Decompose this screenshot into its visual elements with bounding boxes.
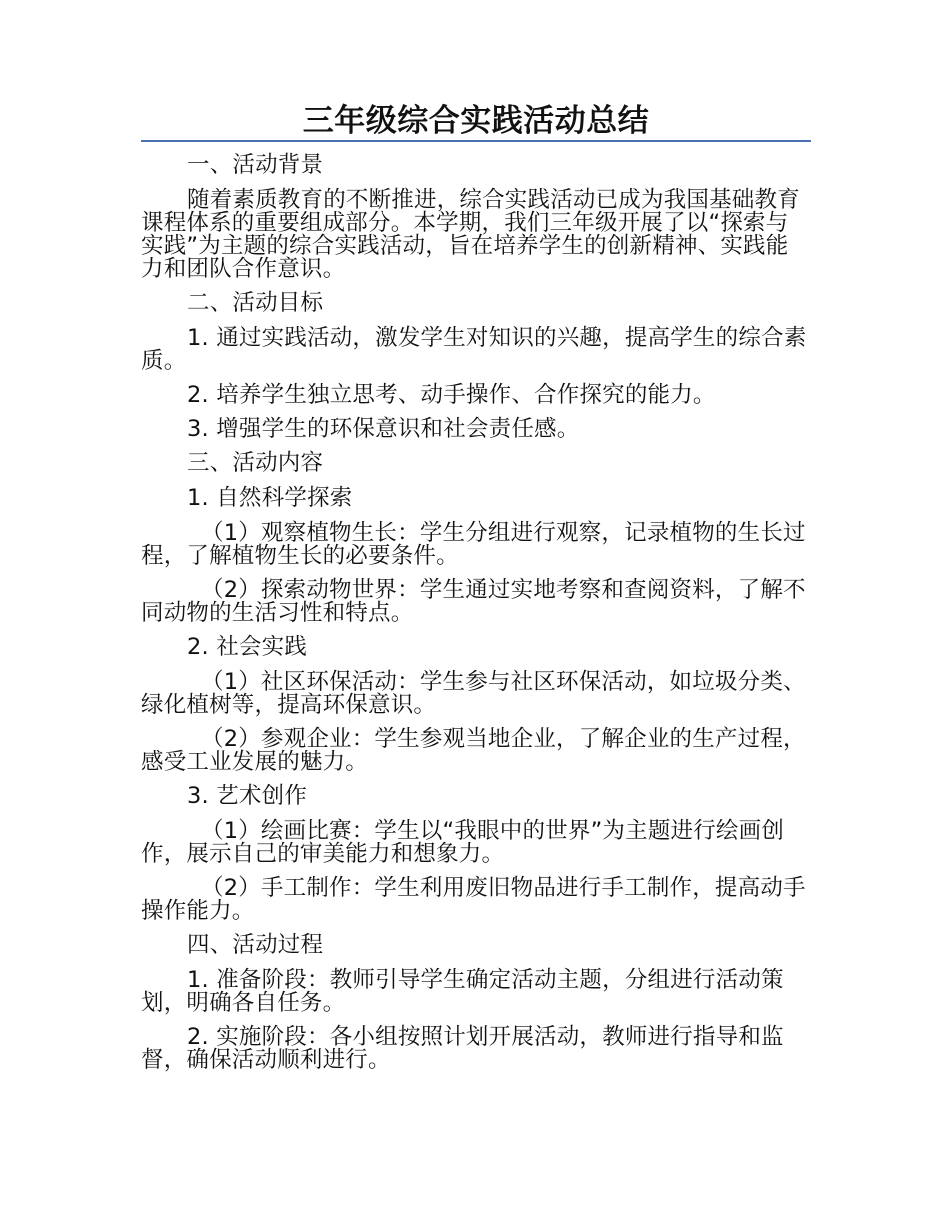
paragraph: 1. 通过实践活动，激发学生对知识的兴趣，提高学生的综合素质。	[141, 325, 807, 374]
document-title: 三年级综合实践活动总结	[302, 103, 650, 139]
paragraph: （1）绘画比赛：学生以“我眼中的世界”为主题进行绘画创作，展示自己的审美能力和想象力。	[141, 818, 785, 867]
title-underline	[141, 140, 811, 142]
paragraph: （2）手工制作：学生利用废旧物品进行手工制作，提高动手操作能力。	[141, 875, 806, 924]
paragraph: 随着素质教育的不断推进，综合实践活动已成为我国基础教育课程体系的重要组成部分。本学期，我们三年级开展了以“探索与实践”为主题的综合实践活动，旨在培养学生的创新精神、实践能力和团队合作意识。	[141, 187, 800, 282]
paragraph: 3. 艺术创作	[187, 783, 308, 809]
paragraph: （1）社区环保活动：学生参与社区环保活动，如垃圾分类、绿化植树等，提高环保意识。	[141, 669, 806, 718]
paragraph: 一、活动背景	[187, 152, 324, 178]
paragraph: （2）探索动物世界：学生通过实地考察和查阅资料，了解不同动物的生活习性和特点。	[141, 577, 806, 626]
paragraph: 三、活动内容	[187, 450, 324, 476]
document-body	[141, 154, 811, 1072]
paragraph: 1. 自然科学探索	[187, 485, 353, 511]
paragraph: （2）参观企业：学生参观当地企业，了解企业的生产过程，感受工业发展的魅力。	[141, 726, 806, 775]
paragraph: 3. 增强学生的环保意识和社会责任感。	[187, 416, 580, 442]
paragraph: 四、活动过程	[187, 932, 324, 958]
paragraph: 2. 培养学生独立思考、动手操作、合作探究的能力。	[187, 382, 716, 408]
paragraph: 二、活动目标	[187, 290, 324, 316]
paragraph: 2. 社会实践	[187, 634, 308, 660]
paragraph: 2. 实施阶段：各小组按照计划开展活动，教师进行指导和监督，确保活动顺利进行。	[141, 1024, 784, 1073]
paragraph: 1. 准备阶段：教师引导学生确定活动主题，分组进行活动策划，明确各自任务。	[141, 967, 784, 1016]
paragraph: （1）观察植物生长：学生分组进行观察，记录植物的生长过程，了解植物生长的必要条件。	[141, 520, 806, 569]
document-page	[141, 102, 811, 1083]
